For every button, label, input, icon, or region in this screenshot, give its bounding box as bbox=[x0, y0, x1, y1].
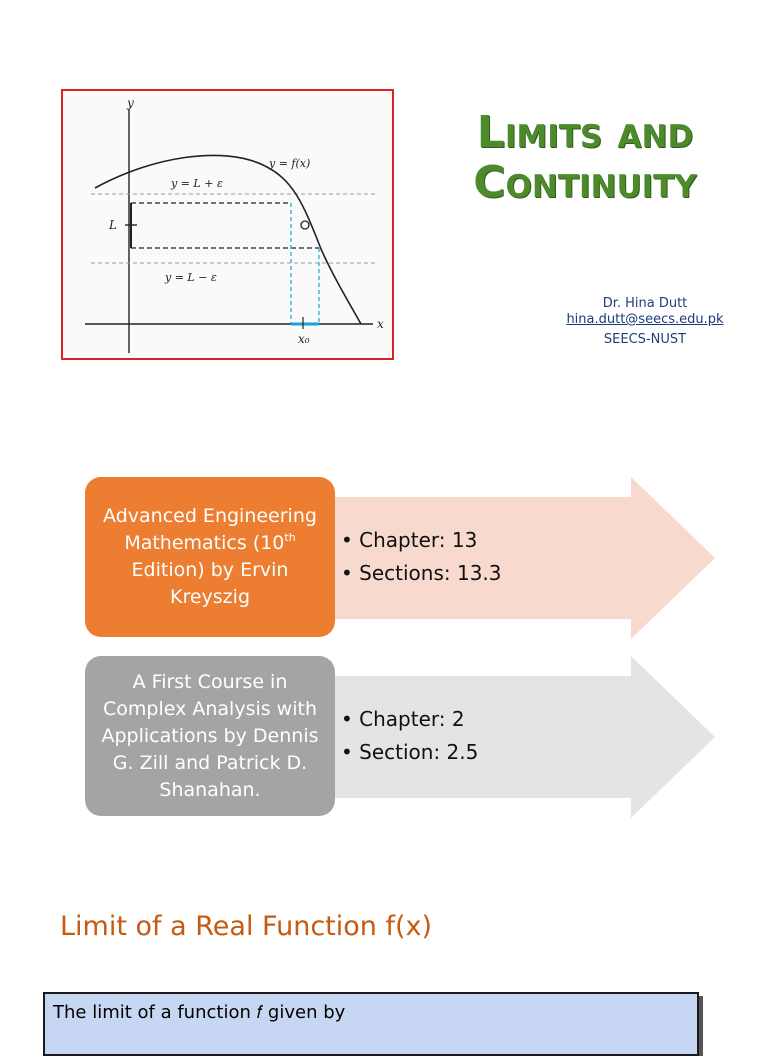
limit-graph bbox=[63, 91, 392, 358]
section-title: Limit of a Real Function f(x) bbox=[60, 911, 433, 942]
title-line-1: Limits and bbox=[476, 107, 694, 158]
author-name: Dr. Hina Dutt bbox=[602, 296, 688, 311]
author-block bbox=[540, 296, 750, 348]
definition-box bbox=[43, 992, 699, 1056]
y-axis-label: y bbox=[127, 96, 134, 110]
reference-2-book bbox=[85, 656, 335, 816]
lower-band-label: y = L − ε bbox=[165, 271, 217, 284]
book-1-sup: th bbox=[284, 531, 296, 544]
reference-2-chapter: • Chapter: 2 bbox=[341, 707, 465, 731]
book-1-title: Advanced Engineering Mathematics (10 bbox=[103, 505, 317, 554]
reference-2-section: • Section: 2.5 bbox=[341, 740, 479, 764]
title-line-2: Continuity bbox=[473, 157, 697, 208]
reference-1-sections: • Sections: 13.3 bbox=[341, 561, 502, 585]
reference-2-bullets bbox=[341, 656, 478, 816]
open-point bbox=[301, 221, 309, 229]
book-1-title-end: Edition) by Ervin Kreyszig bbox=[131, 559, 289, 608]
curve-label: y = f(x) bbox=[269, 157, 311, 170]
definition-text: The limit of a function 𝑓 given by bbox=[53, 1002, 346, 1023]
book-2-title: A First Course in Complex Analysis with Applications by Dennis G. Zill and Patrick D. Shanahan. bbox=[101, 670, 319, 801]
reference-1-bullets bbox=[341, 477, 502, 637]
author-email-link[interactable]: hina.dutt@seecs.edu.pk bbox=[566, 312, 724, 327]
x0-label: x₀ bbox=[298, 332, 310, 346]
limit-figure bbox=[61, 89, 394, 360]
upper-band-label: y = L + ε bbox=[171, 177, 223, 190]
reference-1-book bbox=[85, 477, 335, 637]
reference-2 bbox=[85, 656, 715, 818]
author-org: SEECS-NUST bbox=[603, 332, 687, 347]
page-title bbox=[440, 108, 730, 208]
x-axis-label: x bbox=[377, 317, 384, 331]
reference-1 bbox=[85, 477, 715, 639]
reference-1-chapter: • Chapter: 13 bbox=[341, 528, 478, 552]
function-curve bbox=[95, 155, 361, 324]
l-label: L bbox=[109, 218, 117, 232]
